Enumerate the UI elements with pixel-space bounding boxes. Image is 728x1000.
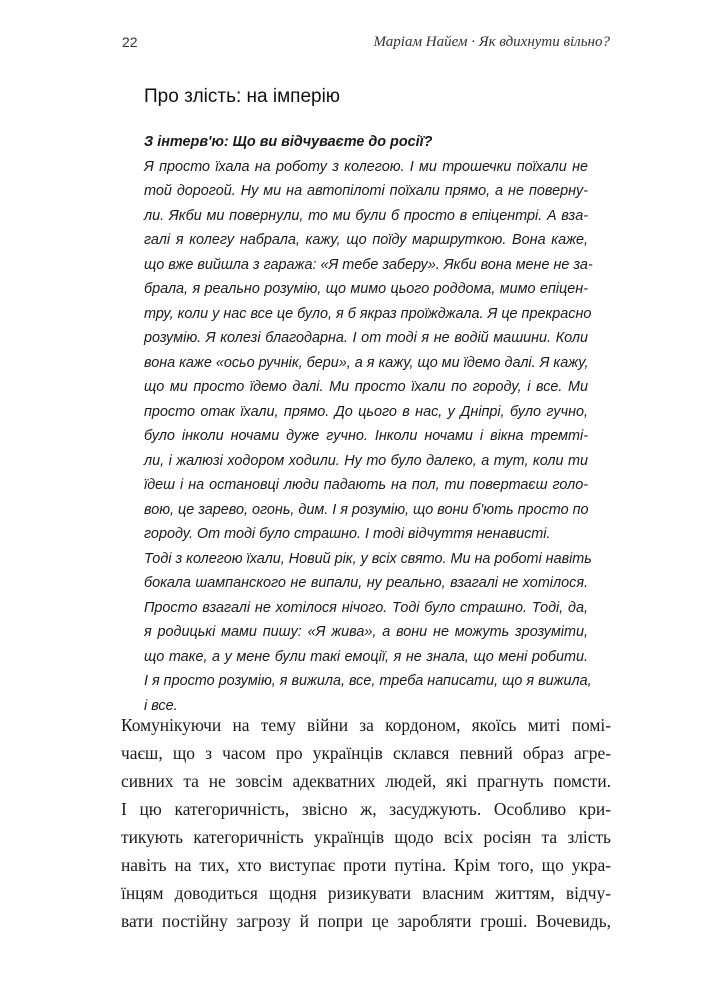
quote-line: я родицькі мами пишу: «Я жива», а вони не можуть зрозуміти,	[144, 624, 588, 640]
quote-line: вою, це зарево, огонь, дим. І я розумію, що вони б'ють просто по	[144, 501, 589, 518]
quote-line: брала, я реально розумію, що мимо цього роддома, мимо епіцен-	[144, 281, 588, 297]
body-line: вати постійну загрозу й попри це заробляти гроші. Вочевидь,	[121, 911, 611, 931]
quote-line: ли. Якби ми повернули, то ми були б просто в епіцентрі. А взa-	[144, 207, 588, 224]
section-title: Про злість: на імперію	[144, 86, 341, 107]
quote-line: галі я колегу набрала, кажу, що поїду маршруткою. Вона каже,	[144, 232, 588, 248]
quote-line: ли, і жалюзі ходором ходили. Ну то було далеко, а тут, коли ти	[144, 452, 588, 469]
body-line: чаєш, що з часом про українців склався певний образ агре-	[121, 743, 611, 763]
page-header	[122, 34, 610, 56]
quote-line: було інколи ночами дуже гучно. Інколи ночами і вікна тремті-	[144, 428, 588, 444]
quote-line: їдеш і на остановці люди падають на пол, ти повертаєш голо-	[144, 477, 588, 493]
interview-quote	[144, 130, 593, 718]
quote-line: вона каже «осьо ручнік, бери», а я кажу, що ми їдемо далі. Я кажу,	[144, 354, 589, 371]
quote-line: той дорогой. Ну ми на автопілоті поїхали прямо, а не поверну-	[144, 183, 588, 199]
running-head: Маріам Найем · Як вдихнути вільно?	[373, 34, 610, 50]
quote-line: Я просто їхала на роботу з колегою. І ми трошечки поїхали не	[144, 158, 588, 175]
body-line: тикують категоричність українців щодо всіх росіян та злість	[121, 827, 611, 847]
quote-line: бокала шампанского не випали, ну реально, взагалі не хотілося.	[144, 575, 588, 591]
quote-line: Просто взагалі не хотілося нічого. Тоді було страшно. Тоді, да,	[144, 599, 588, 616]
body-paragraph	[121, 711, 611, 935]
quote-line: і все.	[144, 697, 178, 714]
quote-line: що вже вийшла з гаража: «Я тебе заберу». Якби вона мене не за-	[144, 256, 593, 273]
body-line: їнцям доводиться щодня ризикувати власним життям, відчу-	[121, 883, 611, 903]
quote-line: І я просто розумію, я вижила, все, треба написати, що я вижила,	[144, 673, 592, 689]
quote-line: Тоді з колегою їхали, Новий рік, у всіх свято. Ми на роботі навіть	[144, 550, 592, 567]
interview-question: З інтерв'ю: Що ви відчуваєте до росії?	[144, 134, 433, 150]
quote-line: розумію. Я колезі благодарна. І от тоді я не водій машини. Коли	[144, 330, 588, 346]
page-number: 22	[122, 34, 138, 50]
body-line: Комунікуючи на тему війни за кордоном, якоїсь миті помі-	[121, 715, 611, 735]
quote-line: що таке, а у мене були такі емоції, я не знала, що мені робити.	[144, 648, 588, 665]
body-line: навіть на тих, хто виступає проти путіна. Крім того, що укра-	[121, 855, 611, 875]
body-line: І цю категоричність, звісно ж, засуджують. Особливо кри-	[121, 799, 611, 819]
body-line: сивних та не зовсім адекватних людей, які прагнуть помсти.	[121, 771, 611, 791]
quote-line: що ми просто їдемо далі. Ми просто їхали по городу, і все. Ми	[144, 379, 588, 395]
quote-line: тру, коли у нас все це було, я б якраз проїжджала. Я це прекрасно	[144, 305, 592, 322]
quote-line: городу. От тоді було страшно. І тоді відчуття ненависті.	[144, 526, 551, 542]
quote-line: просто отак їхали, прямо. До цього в нас, у Дніпрі, було гучно,	[144, 403, 588, 420]
